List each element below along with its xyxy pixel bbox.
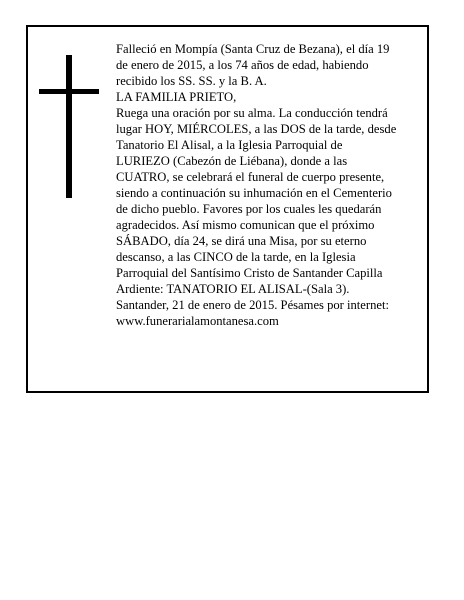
obituary-text (116, 41, 424, 329)
notice-line: descanso, a las CINCO de la tarde, en la Iglesia (116, 250, 356, 264)
notice-line: Santander, 21 de enero de 2015. Pésames por internet: (116, 298, 389, 312)
latin-cross-icon (39, 55, 99, 198)
notice-line: Falleció en Mompía (Santa Cruz de Bezana), el día 19 (116, 42, 390, 56)
notice-line: LURIEZO (Cabezón de Liébana), donde a las (116, 154, 348, 168)
notice-line: siendo a continuación su inhumación en el Cementerio (116, 186, 392, 200)
notice-line: agradecidos. Así mismo comunican que el próximo (116, 218, 375, 232)
notice-line: Ardiente: TANATORIO EL ALISAL-(Sala 3). (116, 282, 350, 296)
family-name-line: LA FAMILIA PRIETO, (116, 90, 237, 104)
notice-line: CUATRO, se celebrará el funeral de cuerpo presente, (116, 170, 385, 184)
notice-line: SÁBADO, día 24, se dirá una Misa, por su eterno (116, 234, 367, 248)
notice-line: Ruega una oración por su alma. La conducción tendrá (116, 106, 388, 120)
notice-line: recibido los SS. SS. y la B. A. (116, 74, 267, 88)
notice-line: Tanatorio El Alisal, a la Iglesia Parroquial de (116, 138, 343, 152)
cross-horizontal-beam (39, 89, 99, 94)
obituary-notice (26, 25, 429, 393)
website-line: www.funerarialamontanesa.com (116, 314, 279, 328)
notice-line: de enero de 2015, a los 74 años de edad, habiendo (116, 58, 369, 72)
notice-line: de dicho pueblo. Favores por los cuales les quedarán (116, 202, 382, 216)
notice-line: Parroquial del Santísimo Cristo de Santander Capilla (116, 266, 383, 280)
notice-line: lugar HOY, MIÉRCOLES, a las DOS de la tarde, desde (116, 122, 397, 136)
cross-vertical-beam (66, 55, 72, 198)
